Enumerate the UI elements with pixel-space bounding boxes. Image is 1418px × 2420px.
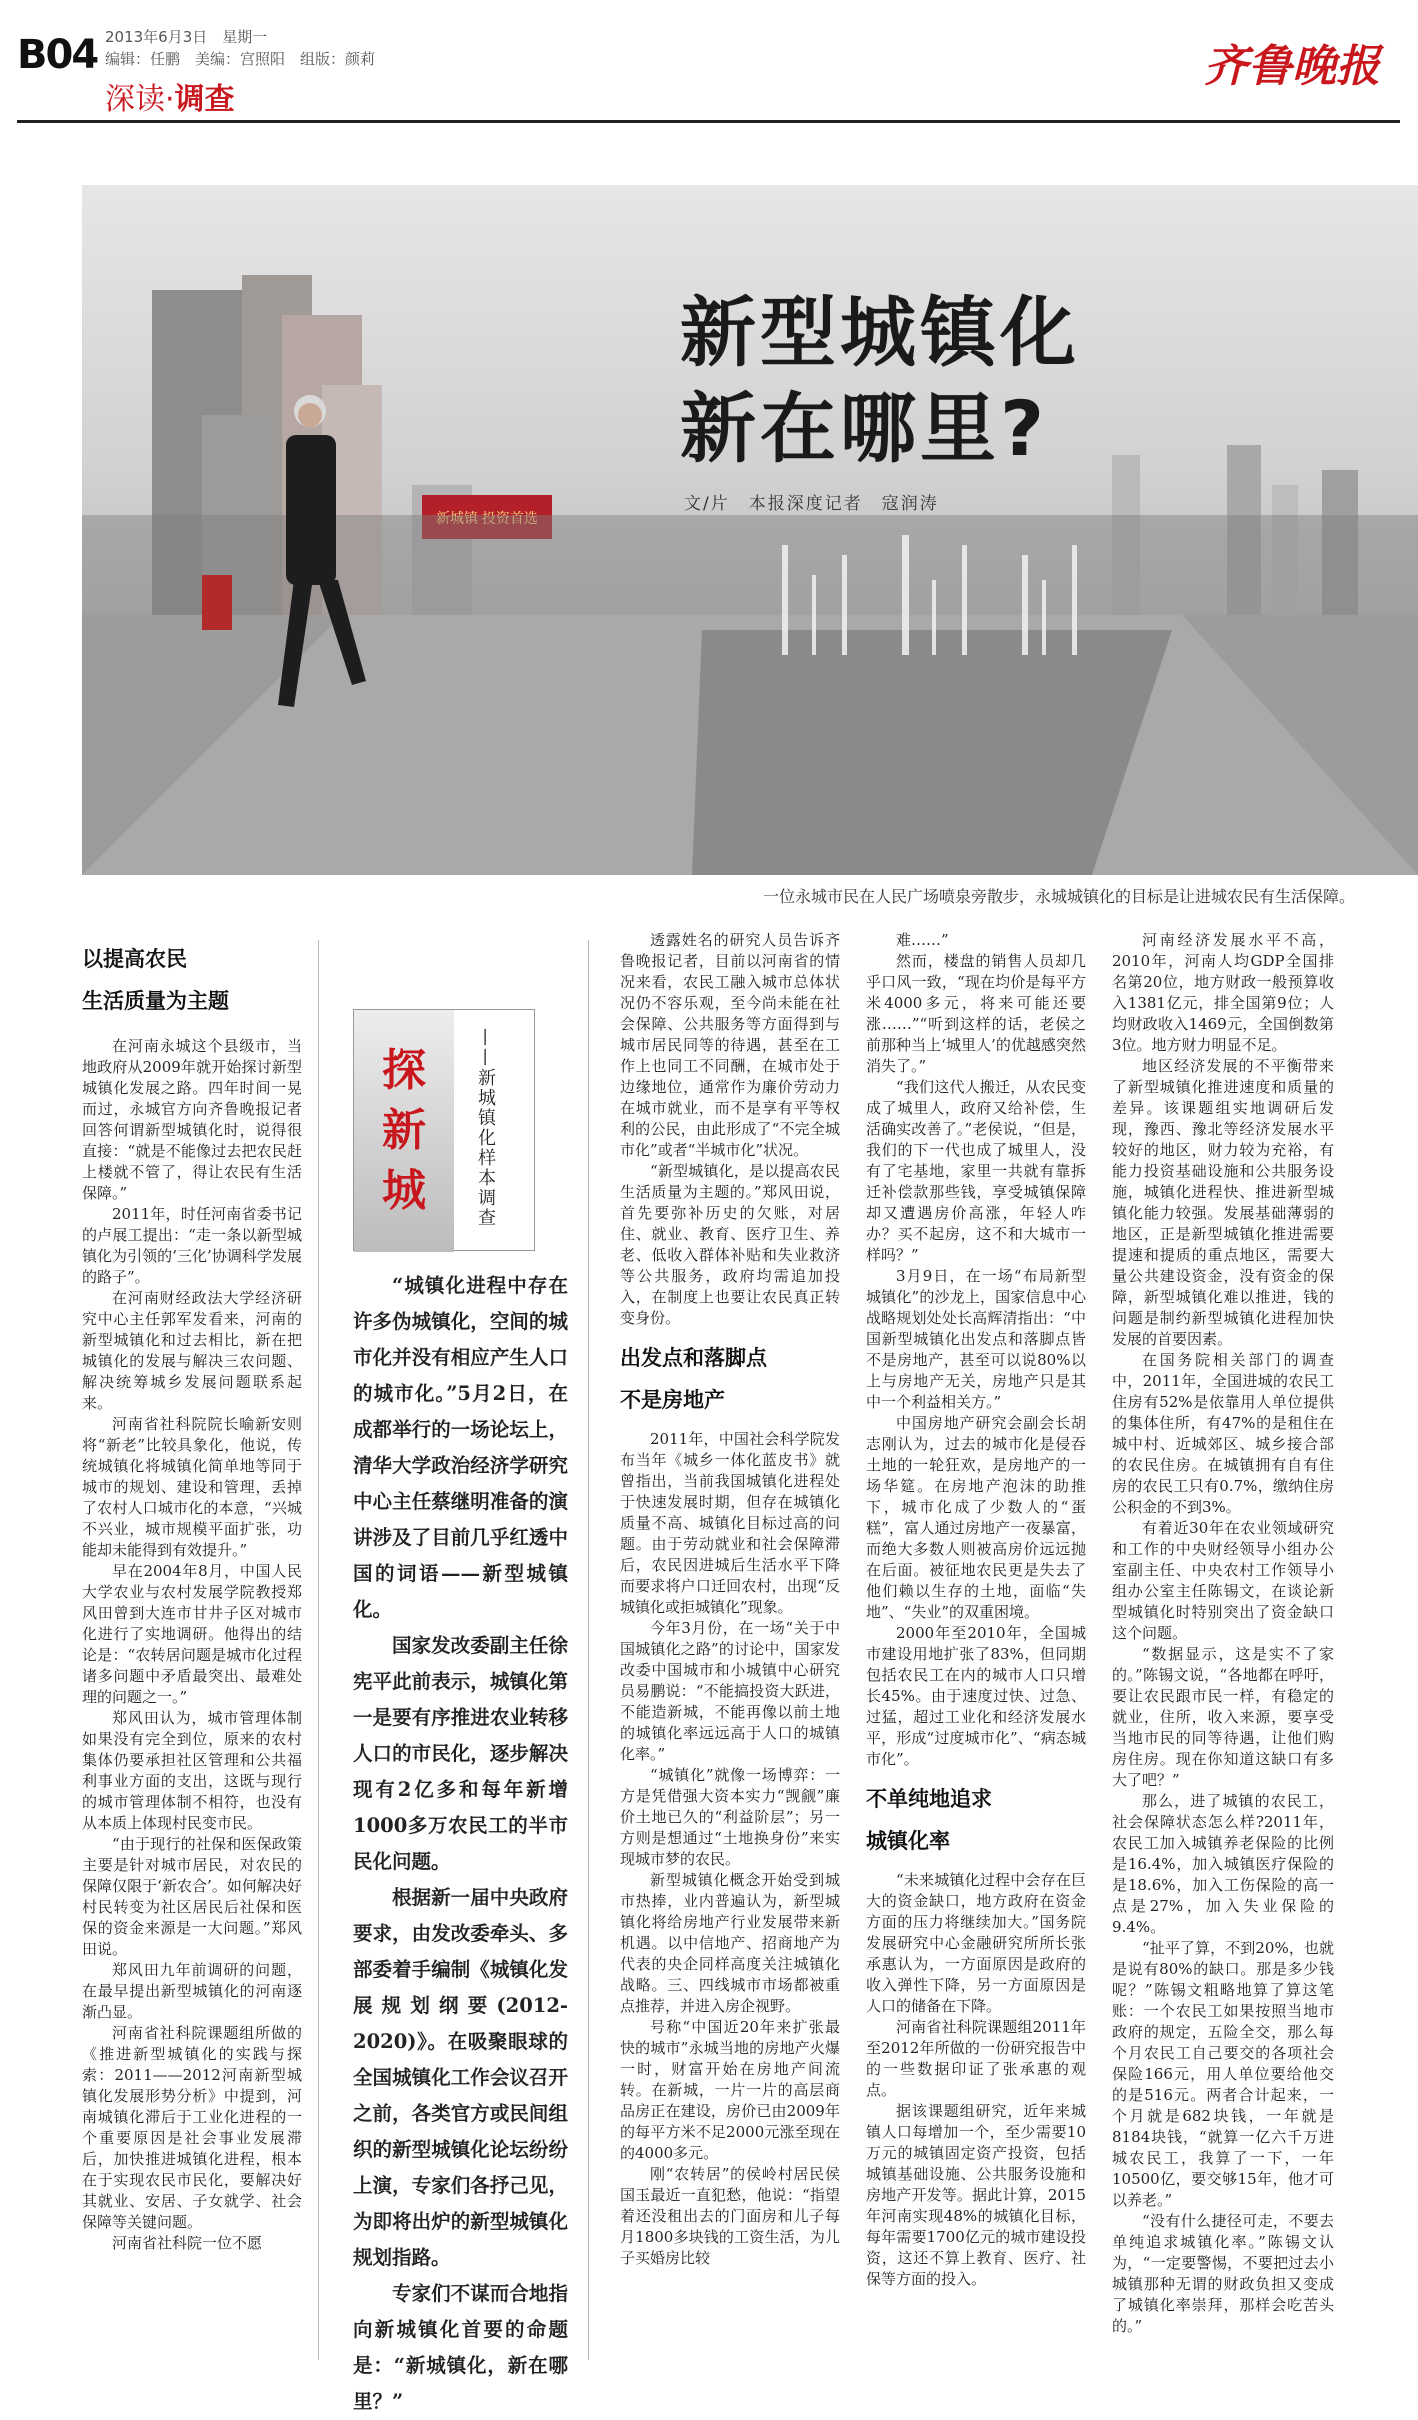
paragraph: “由于现行的社保和医保政策主要是针对城市居民，对农民的保障仅限于‘新农合’。如何解决好村民转变为社区居民后社保和医保的资金来源是一大问题。”郑风田说。	[82, 1835, 302, 1958]
series-char-1: 探	[382, 1045, 426, 1096]
staff-credits: 编辑：任鹏 美编：宫照阳 组版：颜莉	[105, 50, 376, 68]
paragraph: 3月9日，在一场“布局新型城镇化”的沙龙上，国家信息中心战略规划处处长高辉清指出：“中国新型城镇化出发点和落脚点皆不是房地产，甚至可以说80%以上与房地产无关，房地产只是其中一个利益相关方。”	[866, 1267, 1086, 1411]
paragraph: 中国房地产研究会副会长胡志刚认为，过去的城市化是侵吞土地的一轮狂欢，是房地产的一场华筵。在房地产泡沫的助推下，城市化成了少数人的“蛋糕”，富人通过房地产一夜暴富，而绝大多数人则被高房价远远抛在后面。被征地农民更是失去了他们赖以生存的土地，面临“失地”、“失业”的双重困境。	[866, 1414, 1086, 1621]
subhead-4a: 不单纯地追求	[866, 1787, 992, 1811]
paragraph: 早在2004年8月，中国人民大学农业与农村发展学院教授郑风田曾到大连市甘井子区对城市化进行了实地调研。他得出的结论是：“农转居问题是城市化过程诸多问题中矛盾最突出、最难处理的问题之一。”	[82, 1562, 302, 1706]
paragraph: 新型城镇化概念开始受到城市热捧，业内普遍认为，新型城镇化将给房地产行业发展带来新机遇。以中信地产、招商地产为代表的央企同样高度关注城镇化战略。三、四线城市市场都被重点推荐，并进入房企视野。	[620, 1871, 840, 2015]
subhead-3a: 出发点和落脚点	[620, 1346, 767, 1370]
paragraph: 2011年，中国社会科学院发布当年《城乡一体化蓝皮书》就曾指出，当前我国城镇化进程处于快速发展时期，但存在城镇化质量不高、城镇化目标过高的问题。由于劳动就业和社会保障滞后，农民因进城后生活水平下降而要求将户口迁回农村，出现“反城镇化或拒城镇化”现象。	[620, 1430, 840, 1616]
page-number: B04	[17, 32, 98, 78]
paragraph: 河南省社科院课题组2011年至2012年所做的一份研究报告中的一些数据印证了张承惠的观点。	[866, 2018, 1086, 2099]
headline-line-2: 新在哪里?	[680, 384, 1049, 473]
lead-paragraph: “城镇化进程中存在许多伪城镇化，空间的城市化并没有相应产生人口的城市化。”5月2日，在成都举行的一场论坛上，清华大学政治经济学研究中心主任蔡继明准备的演讲涉及了目前几乎红透中国的词语——新型城镇化。	[353, 1274, 568, 1621]
issue-date: 2013年6月3日 星期一	[105, 28, 268, 46]
subhead-3b: 不是房地产	[620, 1388, 725, 1412]
column-3	[620, 930, 840, 2269]
lead-paragraph: 根据新一届中央政府要求，由发改委牵头、多部委着手编制《城镇化发展规划纲要(2012-2020)》。在吸聚眼球的全国城镇化工作会议召开之前，各类官方或民间组织的新型城镇化论坛纷纷上演，专家们各抒己见，为即将出炉的新型城镇化规划指路。	[353, 1886, 568, 2269]
paragraph: 刚“农转居”的侯岭村居民侯国玉最近一直犯愁，他说：“指望着还没租出去的门面房和儿子每月1800多块钱的工资生活，为儿子买婚房比较	[620, 2165, 840, 2267]
billboard-text: 新城镇 投资首选	[436, 510, 538, 526]
subhead-1a: 以提高农民	[82, 947, 187, 971]
paragraph: 郑风田九年前调研的问题，在最早提出新型城镇化的河南逐渐凸显。	[82, 1961, 302, 2021]
section-title	[105, 74, 235, 118]
paragraph: 2000年至2010年，全国城市建设用地扩张了83%，但同期包括农民工在内的城市人口只增长45%。由于速度过快、过急、过猛，超过工业化和经济发展水平，形成“过度城市化”、“病态城市化”。	[866, 1624, 1086, 1768]
paragraph: 在国务院相关部门的调查中，2011年，全国进城的农民工住房有52%是依靠用人单位提供的集体住所，有47%的是租住在城中村、近城郊区、城乡接合部的农民住房。在城镇拥有自有住房的农民工只有0.7%，缴纳住房公积金的不到3%。	[1112, 1351, 1334, 1516]
headline	[680, 285, 1080, 477]
paragraph: 地区经济发展的不平衡带来了新型城镇化推进速度和质量的差异。该课题组实地调研后发现，豫西、豫北等经济发展水平较好的地区，财力较为充裕，有能力投资基础设施和公共服务设施，城镇化进程快、推进新型城镇化能力较强。发展基础薄弱的地区，正是新型城镇化推进需要提速和提质的重点地区，需要大量公共建设资金，没有资金的保障，新型城镇化难以推进，钱的问题是制约新型城镇化进程加快发展的首要因素。	[1112, 1057, 1334, 1348]
section-b: 调查	[174, 82, 235, 117]
column-rule	[318, 940, 319, 2360]
series-char-2: 新	[382, 1105, 426, 1156]
page-header	[17, 18, 1400, 118]
column-1	[82, 938, 302, 2254]
paragraph: “新型城镇化，是以提高农民生活质量为主题的。”郑风田说，首先要弥补历史的欠账，对居住、就业、教育、医疗卫生、养老、低收入群体补贴和失业救济等公共服务，政府均需追加投入，在制度上也要让农民真正转变身份。	[620, 1162, 840, 1327]
series-box	[353, 1009, 535, 1251]
issue-meta	[105, 26, 375, 70]
section-dot: ·	[165, 82, 175, 117]
paragraph: 据该课题组研究，近年来城镇人口每增加一个，至少需要10万元的城镇固定资产投资，包括城镇基础设施、公共服务设施和房地产开发等。据此计算，2015年河南实现48%的城镇化目标，每年需要1700亿元的城市建设投资，这还不算上教育、医疗、社保等方面的投入。	[866, 2102, 1086, 2288]
paragraph: “城镇化”就像一场博弈：一方是凭借强大资本实力“觊觎”廉价土地已久的“利益阶层”；另一方则是想通过“土地换身份”来实现城市梦的农民。	[620, 1766, 840, 1868]
paragraph: 河南省社科院院长喻新安则将“新老”比较具象化，他说，传统城镇化将城镇化简单地等同于城市的规划、建设和管理，丢掉了农村人口城市化的本意，“兴城不兴业，城市规模平面扩张，功能却未能得到有效提升。”	[82, 1415, 302, 1559]
paragraph: 河南省社科院一位不愿	[112, 2234, 263, 2252]
paragraph: 然而，楼盘的销售人员却几乎口风一致，“现在均价是每平方米4000多元，将来可能还要涨……”“听到这样的话，老侯之前那种当上‘城里人’的优越感突然消失了。”	[866, 952, 1086, 1075]
paragraph: 河南省社科院课题组所做的《推进新型城镇化的实践与探索：2011——2012河南新型城镇化发展形势分析》中提到，河南城镇化滞后于工业化进程的一个重要原因是社会事业发展滞后，加快推进城镇化进程，根本在于实现农民市民化，要解决好其就业、安居、子女就学、社会保障等关键问题。	[82, 2024, 302, 2231]
paragraph: 河南经济发展水平不高，2010年，河南人均GDP全国排名第20位，地方财政一般预算收入1381亿元，排全国第9位；人均财政收入1469元，全国倒数第3位。地方财力明显不足。	[1112, 931, 1334, 1054]
hero-photo	[82, 185, 1418, 875]
paragraph: 透露姓名的研究人员告诉齐鲁晚报记者，目前以河南省的情况来看，农民工融入城市总体状况仍不容乐观，至今尚未能在社会保障、公共服务等方面得到与城市居民同等的待遇，甚至在工作上也同工不同酬，在城市处于边缘地位，通常作为廉价劳动力在城市就业，而不是享有平等权利的公民，由此形成了“不完全城市化”或者“半城市化”状况。	[620, 931, 840, 1159]
paragraph: 2011年，时任河南省委书记的卢展工提出：“走一条以新型城镇化为引领的‘三化’协调科学发展的路子”。	[82, 1205, 302, 1286]
paragraph: “没有什么捷径可走，不要去单纯追求城镇化率。”陈锡文认为，“一定要警惕，不要把过去小城镇那种无谓的财政负担又变成了城镇化率崇拜，那样会吃苦头的。”	[1112, 2212, 1334, 2335]
paragraph: 难……”	[896, 931, 949, 949]
newspaper-logo: 齐鲁晚报	[1204, 41, 1380, 92]
series-box-image	[354, 1010, 454, 1252]
series-subtitle: ——新城镇化样本调查	[475, 1028, 496, 1228]
subhead-1b: 生活质量为主题	[82, 989, 229, 1013]
series-char-3: 城	[382, 1165, 426, 1216]
paragraph: 在河南永城这个县级市，当地政府从2009年就开始探讨新型城镇化发展之路。四年时间一晃而过，永城官方向齐鲁晚报记者回答何谓新型城镇化时，说得很直接：“就是不能像过去把农民赶上楼就不管了，得让农民有生活保障。”	[82, 1037, 302, 1202]
subhead-4b: 城镇化率	[866, 1829, 950, 1853]
column-2	[353, 1268, 568, 2420]
lead-paragraph: 国家发改委副主任徐宪平此前表示，城镇化第一是要有序推进农业转移人口的市民化，逐步解决现有2亿多和每年新增1000多万农民工的半市民化问题。	[353, 1634, 568, 1873]
column-5	[1112, 930, 1334, 2337]
header-rule	[17, 120, 1400, 123]
paragraph: “数据显示，这是实不了家的。”陈锡文说，“各地都在呼吁，要让农民跟市民一样，有稳定的就业，住所，收入来源，要享受当地市民的同等待遇，让他们购房住房。现在你知道这缺口有多大了吧？”	[1112, 1645, 1334, 1789]
section-a: 深读	[105, 82, 165, 117]
paragraph: 号称“中国近20年来扩张最快的城市”永城当地的房地产火爆一时，财富开始在房地产间流转。在新城，一片一片的高层商品房正在建设，房价已由2009年的每平方米不足2000元涨至现在的4000多元。	[620, 2018, 840, 2162]
byline: 文/片 本报深度记者 寇润涛	[684, 494, 939, 514]
paragraph: 那么，进了城镇的农民工，社会保障状态怎么样?2011年，农民工加入城镇养老保险的比例是16.4%，加入城镇医疗保险的是18.6%，加入工伤保险的高一点是27%，加入失业保险的9.4%。	[1112, 1792, 1334, 1936]
column-rule	[588, 940, 589, 2360]
lead-paragraph: 专家们不谋而合地指向新城镇化首要的命题是：“新城镇化，新在哪里？”	[353, 2282, 568, 2413]
paragraph: “未来城镇化过程中会存在巨大的资金缺口，地方政府在资金方面的压力将继续加大。”国务院发展研究中心金融研究所所长张承惠认为，一方面原因是政府的收入弹性下降，另一方面原因是人口的储备在下降。	[866, 1871, 1086, 2015]
paragraph: 今年3月份，在一场“关于中国城镇化之路”的讨论中，国家发改委中国城市和小城镇中心研究员易鹏说：“不能搞投资大跃进，不能造新城，不能再像以前土地的城镇化率远远高于人口的城镇化率。”	[620, 1619, 840, 1763]
paragraph: “扯平了算，不到20%，也就是说有80%的缺口。那是多少钱呢？”陈锡文粗略地算了算这笔账：一个农民工如果按照当地市政府的规定，五险全交，那么每个月农民工自己要交的各项社会保险166元，用人单位要给他交的是516元。两者合计起来，一个月就是682块钱，一年就是8184块钱，“就算一亿六千万进城农民工，我算了一下，一年10500亿，要交够15年，他才可以养老。”	[1112, 1939, 1334, 2209]
photo-caption: 一位永城市民在人民广场喷泉旁散步，永城城镇化的目标是让进城农民有生活保障。	[762, 887, 1355, 906]
paragraph: 在河南财经政法大学经济研究中心主任郭军发看来，河南的新型城镇化和过去相比，新在把城镇化的发展与解决三农问题、解决统筹城乡发展问题联系起来。	[82, 1289, 302, 1412]
column-4	[866, 930, 1086, 2290]
paragraph: “我们这代人搬迁，从农民变成了城里人，政府又给补偿，生活确实改善了。”老侯说，“但是，我们的下一代也成了城里人，没有了宅基地，家里一共就有靠拆迁补偿款那些钱，享受城镇保障却又遭遇房价高涨，年轻人咋办？买不起房，这不和大城市一样吗？”	[866, 1078, 1086, 1264]
paragraph: 有着近30年在农业领域研究和工作的中央财经领导小组办公室副主任、中央农村工作领导小组办公室主任陈锡文，在谈论新型城镇化时特别突出了资金缺口这个问题。	[1112, 1519, 1334, 1642]
headline-line-1: 新型城镇化	[680, 288, 1080, 377]
paragraph: 郑风田认为，城市管理体制如果没有完全到位，原来的农村集体仍要承担社区管理和公共福利事业方面的支出，这既与现行的城市管理体制不相符，也没有从本质上体现村民变市民。	[82, 1709, 302, 1832]
